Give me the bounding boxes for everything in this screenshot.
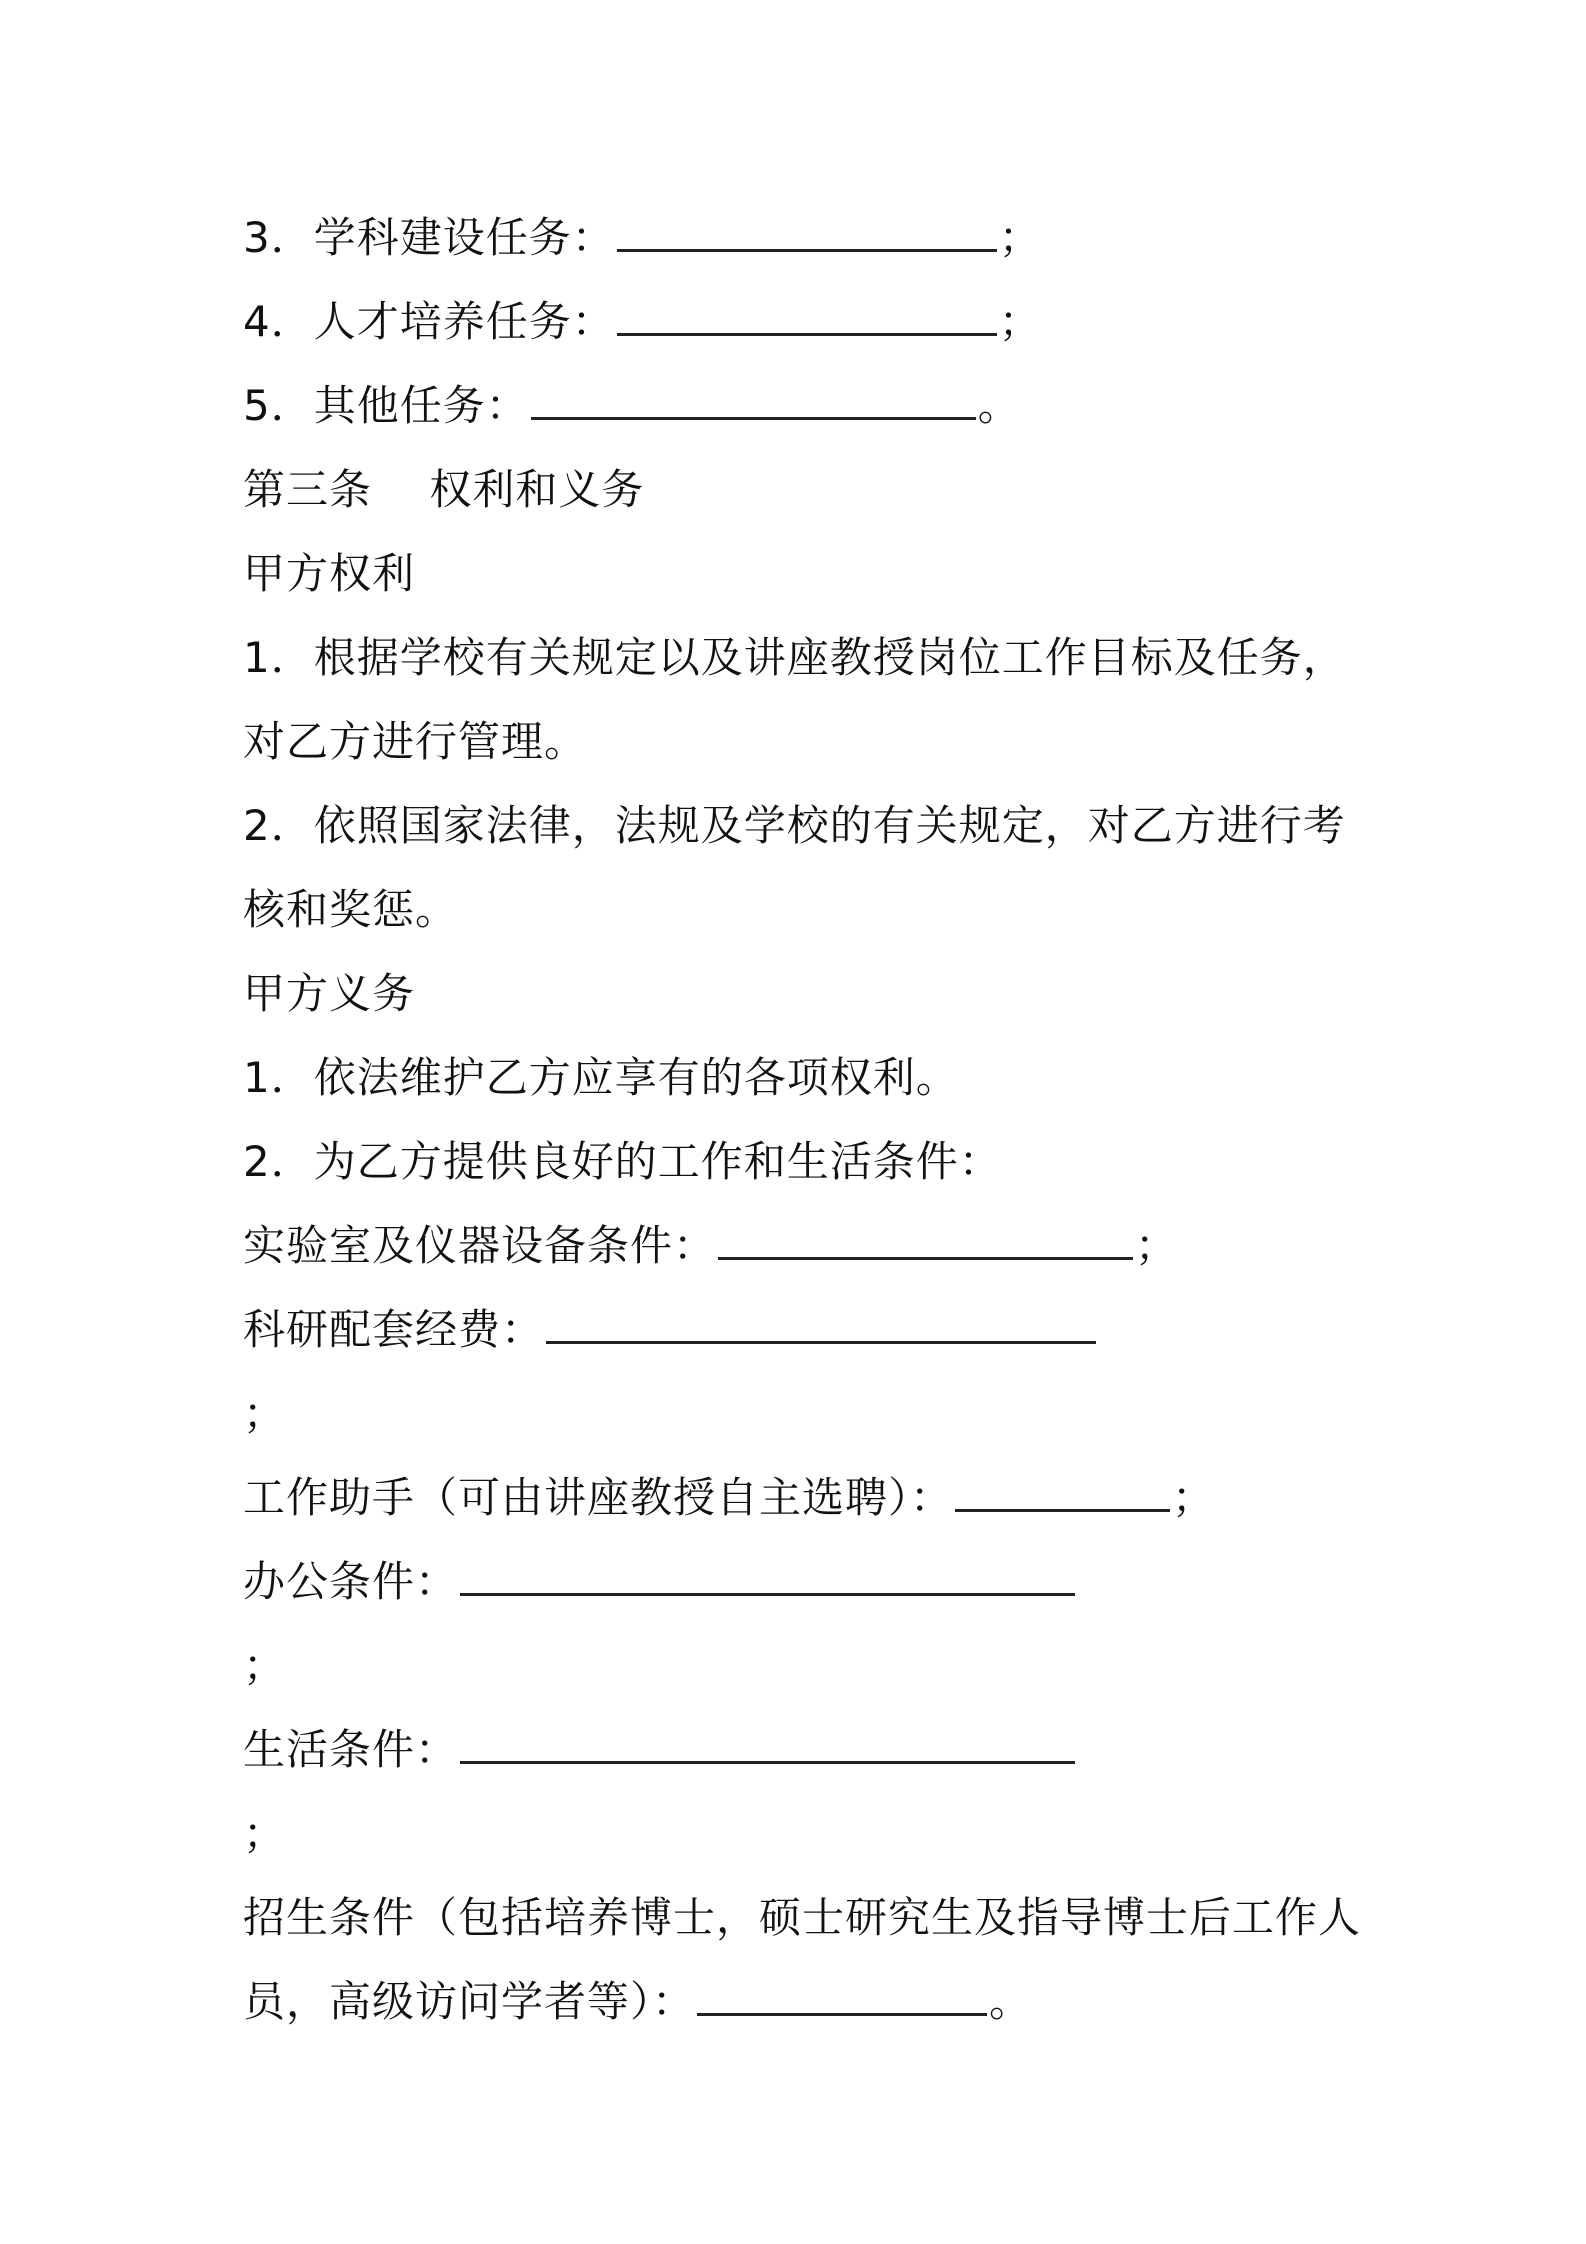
party-a-rights-heading: 甲方权利	[243, 549, 416, 598]
office-conditions-line	[243, 1540, 1353, 1624]
paragraph-line: 招生条件（包括培养博士，硕士研究生及指导博士后工作人	[243, 1893, 1362, 1942]
task-other-line	[243, 364, 1353, 448]
paragraph-line: 对乙方进行管理。	[243, 717, 588, 766]
paragraph-line: 1．依法维护乙方应享有的各项权利。	[243, 1053, 959, 1102]
fill-blank[interactable]	[460, 1563, 1075, 1596]
line-label: 4．人才培养任务：	[243, 297, 615, 346]
line-label: 员，高级访问学者等）：	[243, 1977, 696, 2026]
article-three-heading: 第三条 权利和义务	[243, 465, 645, 514]
line-label: 3．学科建设任务：	[243, 213, 615, 262]
line-label: 科研配套经费：	[243, 1305, 545, 1354]
line-end: ；	[998, 213, 1042, 262]
fill-blank[interactable]	[460, 1731, 1075, 1764]
line-label: 实验室及仪器设备条件：	[243, 1221, 717, 1270]
assistant-line	[243, 1456, 1353, 1540]
living-conditions-line	[243, 1708, 1353, 1792]
fill-blank[interactable]	[955, 1479, 1170, 1512]
fill-blank[interactable]	[718, 1227, 1133, 1260]
task-talent-line	[243, 280, 1353, 364]
research-funding-line	[243, 1288, 1353, 1372]
fill-blank[interactable]	[546, 1311, 1096, 1344]
line-label: 5．其他任务：	[243, 381, 529, 430]
paragraph-line: 核和奖惩。	[243, 885, 459, 934]
line-label: 生活条件：	[243, 1725, 459, 1774]
line-end: 。	[977, 381, 1021, 430]
line-end: ；	[998, 297, 1042, 346]
line-label: 工作助手（可由讲座教授自主选聘）：	[243, 1473, 954, 1522]
fill-blank[interactable]	[697, 1983, 987, 2016]
line-end: 。	[989, 1977, 1033, 2026]
enrollment-conditions-line	[243, 1960, 1353, 2044]
line-end: ；	[1135, 1221, 1179, 1270]
line-end: ；	[1172, 1473, 1216, 1522]
fill-blank[interactable]	[617, 303, 997, 336]
fill-blank[interactable]	[531, 387, 976, 420]
line-label: 办公条件：	[243, 1557, 459, 1606]
party-a-duties-heading: 甲方义务	[243, 969, 416, 1018]
paragraph-line: 2．为乙方提供良好的工作和生活条件：	[243, 1137, 1002, 1186]
task-discipline-line	[243, 196, 1353, 280]
document-body	[243, 196, 1362, 2044]
paragraph-line: 1．根据学校有关规定以及讲座教授岗位工作目标及任务，	[243, 633, 1346, 682]
lab-conditions-line	[243, 1204, 1353, 1288]
line-continuation: ；	[243, 1641, 287, 1690]
paragraph-line: 2．依照国家法律，法规及学校的有关规定，对乙方进行考	[243, 801, 1346, 850]
line-continuation: ；	[243, 1809, 287, 1858]
line-continuation: ；	[243, 1389, 287, 1438]
fill-blank[interactable]	[617, 219, 997, 252]
